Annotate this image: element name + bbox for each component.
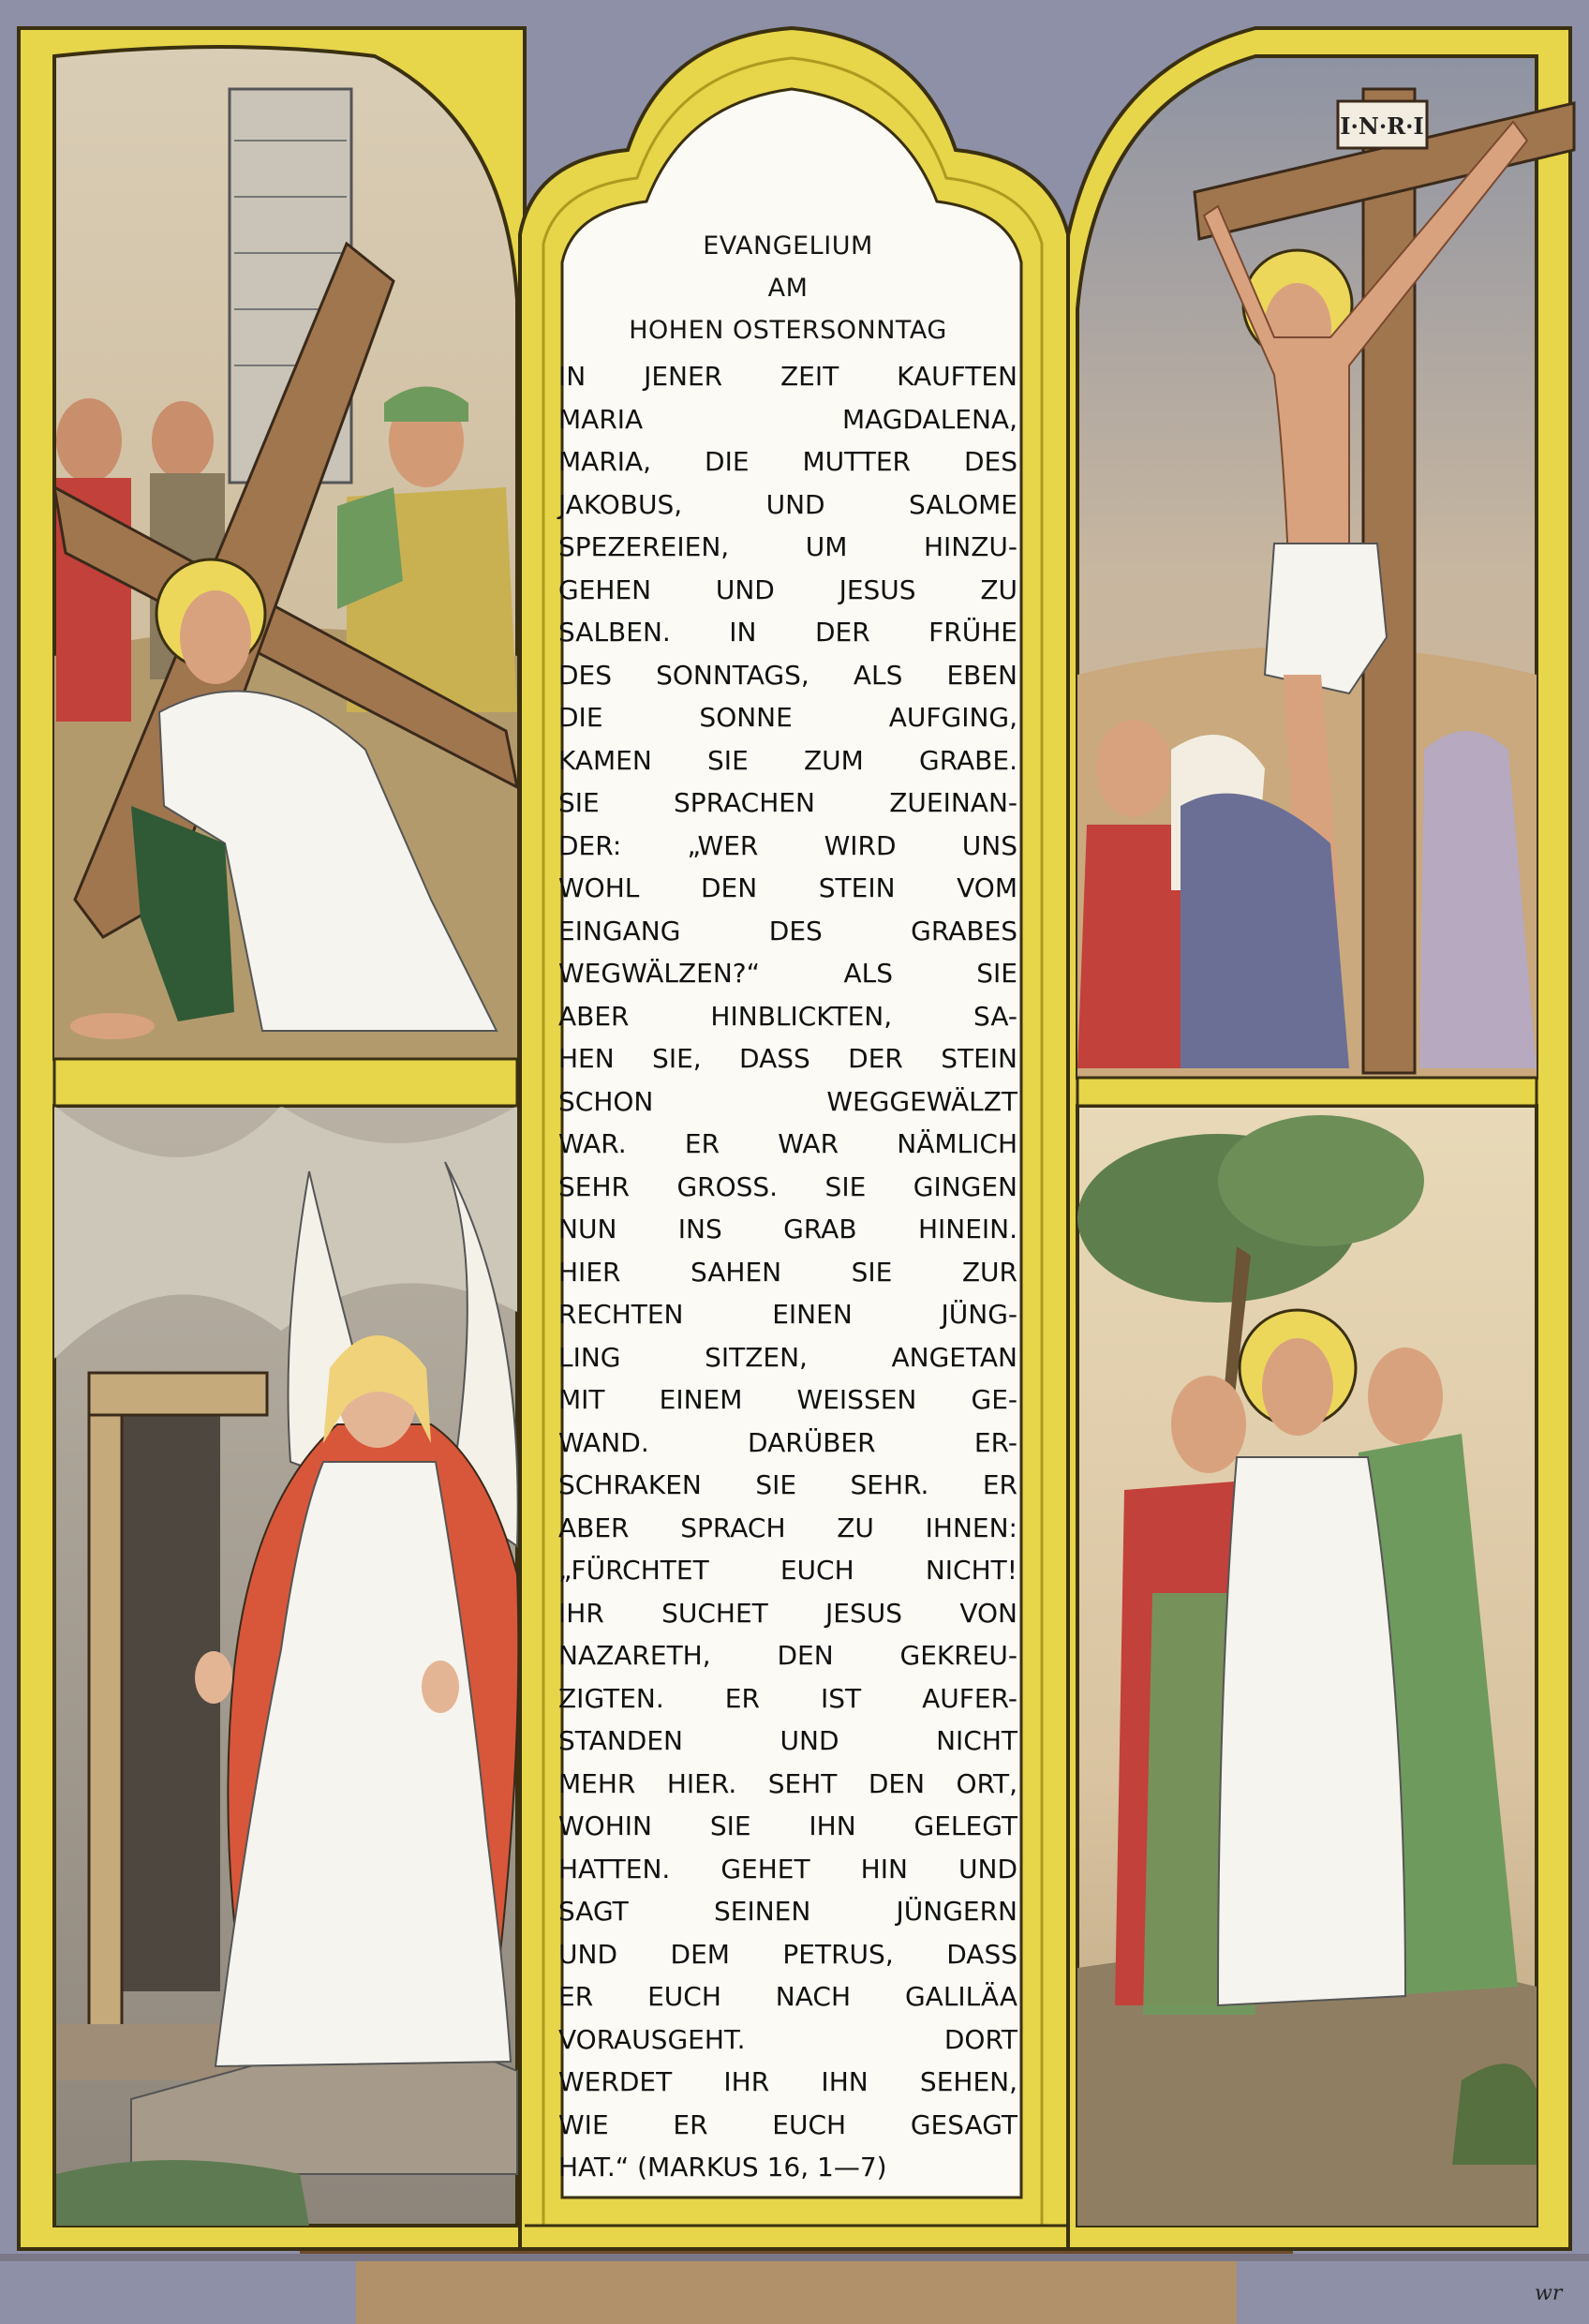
text-line: WOHIN SIE IHN GELEGT	[558, 1810, 1017, 1841]
text-line: NAZARETH, DEN GEKREU-	[558, 1640, 1017, 1671]
text-line: GEHEN UND JESUS ZU	[558, 574, 1017, 605]
gospel-body	[558, 355, 1017, 2189]
text-line: DES SONNTAGS, ALS EBEN	[558, 659, 1017, 691]
title-line-1: EVANGELIUM	[703, 231, 873, 261]
text-line: WERDET IHR IHN SEHEN,	[558, 2066, 1017, 2097]
text-line: NUN INS GRAB HINEIN.	[558, 1214, 1017, 1244]
text-line: DER: „WER WIRD UNS	[558, 829, 1017, 861]
left-wing	[19, 28, 525, 2249]
text-line: SCHON WEGGEWÄLZT	[558, 1085, 1017, 1117]
text-line: VORAUSGEHT. DORT	[558, 2023, 1017, 2055]
text-line: IHR SUCHET JESUS VON	[558, 1597, 1017, 1629]
text-line: HAT.“ (MARKUS 16, 1—7)	[558, 2152, 887, 2182]
artist-signature: wr	[1535, 2282, 1563, 2305]
text-line: MARIA MAGDALENA,	[558, 403, 1017, 435]
text-line: WEGWÄLZEN?“ ALS SIE	[558, 958, 1017, 989]
text-line: DIE SONNE AUFGING,	[558, 702, 1017, 733]
text-line: UND DEM PETRUS, DASS	[558, 1938, 1017, 1970]
text-line: ABER SPRACH ZU IHNEN:	[558, 1512, 1017, 1543]
text-line: IN JENER ZEIT KAUFTEN	[558, 361, 1017, 392]
text-line: MEHR HIER. SEHT DEN ORT,	[558, 1767, 1017, 1799]
text-line: EINGANG DES GRABES	[558, 915, 1017, 946]
panel-risen-christ-with-apostles	[1077, 1106, 1537, 2226]
text-line: SAGT SEINEN JÜNGERN	[558, 1896, 1017, 1927]
right-wing	[1059, 28, 1574, 2249]
text-line: STANDEN UND NICHT	[558, 1725, 1017, 1756]
panel-angel-at-tomb	[54, 1106, 518, 2226]
text-line: MARIA, DIE MUTTER DES	[558, 446, 1017, 477]
text-line: MIT EINEM WEISSEN GE-	[558, 1384, 1017, 1415]
text-line: WAND. DARÜBER ER-	[558, 1426, 1017, 1458]
text-line: LING SITZEN, ANGETAN	[558, 1341, 1017, 1373]
gospel-title	[558, 225, 1017, 351]
title-line-3: HOHEN OSTERSONNTAG	[629, 316, 947, 345]
text-line: WIE ER EUCH GESAGT	[558, 2108, 1017, 2140]
text-line: WOHL DEN STEIN VOM	[558, 872, 1017, 903]
text-line: KAMEN SIE ZUM GRABE.	[558, 744, 1017, 776]
panel-jesus-carrying-cross	[54, 47, 517, 1059]
text-line: RECHTEN EINEN JÜNG-	[558, 1299, 1017, 1330]
title-line-2: AM	[767, 274, 809, 303]
text-line: SALBEN. IN DER FRÜHE	[558, 617, 1017, 648]
text-line: ER EUCH NACH GALILÄA	[558, 1981, 1017, 2012]
text-line: WAR. ER WAR NÄMLICH	[558, 1128, 1017, 1159]
text-line: JAKOBUS, UND SALOME	[558, 488, 1017, 520]
text-line: HIER SAHEN SIE ZUR	[558, 1256, 1017, 1288]
text-line: SCHRAKEN SIE SEHR. ER	[558, 1469, 1017, 1500]
gospel-text-panel	[558, 216, 1017, 2197]
text-line: SIE SPRACHEN ZUEINAN-	[558, 787, 1017, 818]
panel-crucifixion	[1077, 56, 1574, 1078]
text-line: SPEZEREIEN, UM HINZU-	[558, 531, 1017, 562]
text-line: „FÜRCHTET EUCH NICHT!	[558, 1555, 1017, 1586]
text-line: SEHR GROSS. SIE GINGEN	[558, 1170, 1017, 1202]
text-line: ZIGTEN. ER IST AUFER-	[558, 1682, 1017, 1714]
text-line: HATTEN. GEHET HIN UND	[558, 1853, 1017, 1885]
text-line: ABER HINBLICKTEN, SA-	[558, 1000, 1017, 1032]
inri-plaque: I·N·R·I	[1340, 112, 1424, 140]
text-line: HEN SIE, DASS DER STEIN	[558, 1043, 1017, 1074]
